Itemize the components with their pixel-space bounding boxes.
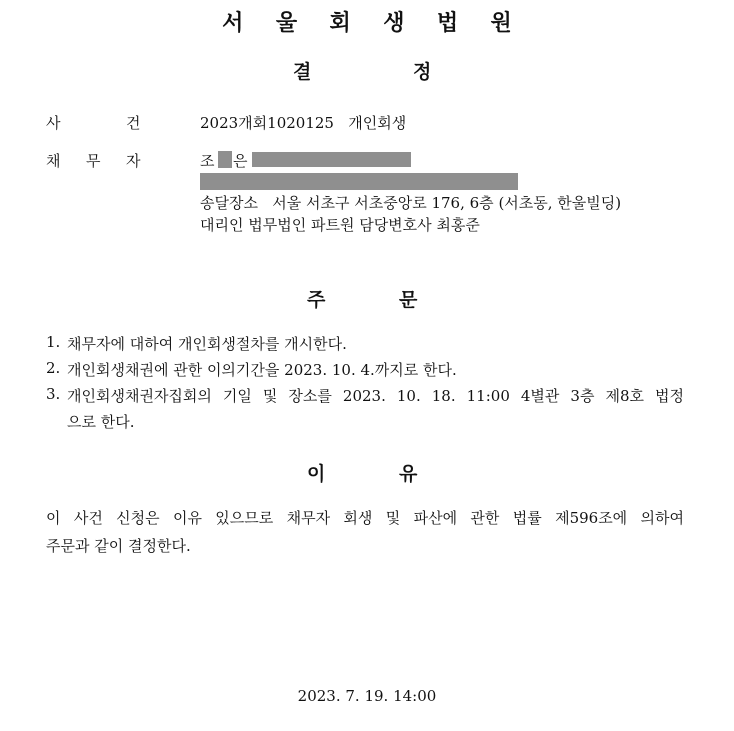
order-text-continued: 으로 한다. xyxy=(67,413,135,431)
court-title-char: 서 xyxy=(222,11,244,36)
court-title-char: 생 xyxy=(383,11,405,36)
order-text: 개인회생채권자집회의 기일 및 장소를 2023. 10. 18. 11:00 4별관 3층 제8호 법정 xyxy=(67,387,684,405)
case-number: 2023개회1020125 개인회생 xyxy=(200,114,407,132)
decision-date: 2023. 7. 19. 14:00 xyxy=(297,687,437,705)
agent-line: 대리인 법무법인 파트원 담당변호사 최홍준 xyxy=(200,216,480,234)
debtor-name-last: 은 xyxy=(233,152,248,170)
case-label-char: 건 xyxy=(126,114,141,132)
debtor-label-char: 무 xyxy=(86,152,101,170)
redaction-box xyxy=(218,151,232,168)
court-title-char: 법 xyxy=(436,11,459,36)
case-label-char: 사 xyxy=(46,114,61,132)
court-title-char: 회 xyxy=(329,11,351,36)
order-number: 1. xyxy=(46,333,61,351)
reason-text-line: 이 사건 신청은 이유 있으므로 채무자 회생 및 파산에 관한 법률 제596조에 의하여 xyxy=(46,509,684,527)
redaction-box xyxy=(252,152,411,167)
redaction-box xyxy=(200,173,518,190)
decision-heading-left: 결 xyxy=(293,61,312,83)
order-number: 3. xyxy=(46,385,61,403)
debtor-label-char: 자 xyxy=(126,152,141,170)
order-number: 2. xyxy=(46,359,61,377)
order-text: 개인회생채권에 관한 이의기간을 2023. 10. 4.까지로 한다. xyxy=(67,361,457,379)
order-text: 채무자에 대하여 개인회생절차를 개시한다. xyxy=(67,335,347,353)
court-title-char: 울 xyxy=(275,11,298,36)
order-heading-left: 주 xyxy=(307,289,326,311)
debtor-label-char: 채 xyxy=(46,152,61,170)
court-title xyxy=(0,6,734,37)
order-heading-right: 문 xyxy=(399,289,418,311)
decision-heading-right: 정 xyxy=(413,61,432,83)
reason-heading-left: 이 xyxy=(307,463,326,485)
debtor-name-first: 조 xyxy=(200,152,215,170)
reason-heading-right: 유 xyxy=(399,463,418,485)
reason-text-line: 주문과 같이 결정한다. xyxy=(46,537,191,555)
service-address: 송달장소 서울 서초구 서초중앙로 176, 6층 (서초동, 한울빌딩) xyxy=(200,194,622,212)
court-title-char: 원 xyxy=(490,11,512,36)
